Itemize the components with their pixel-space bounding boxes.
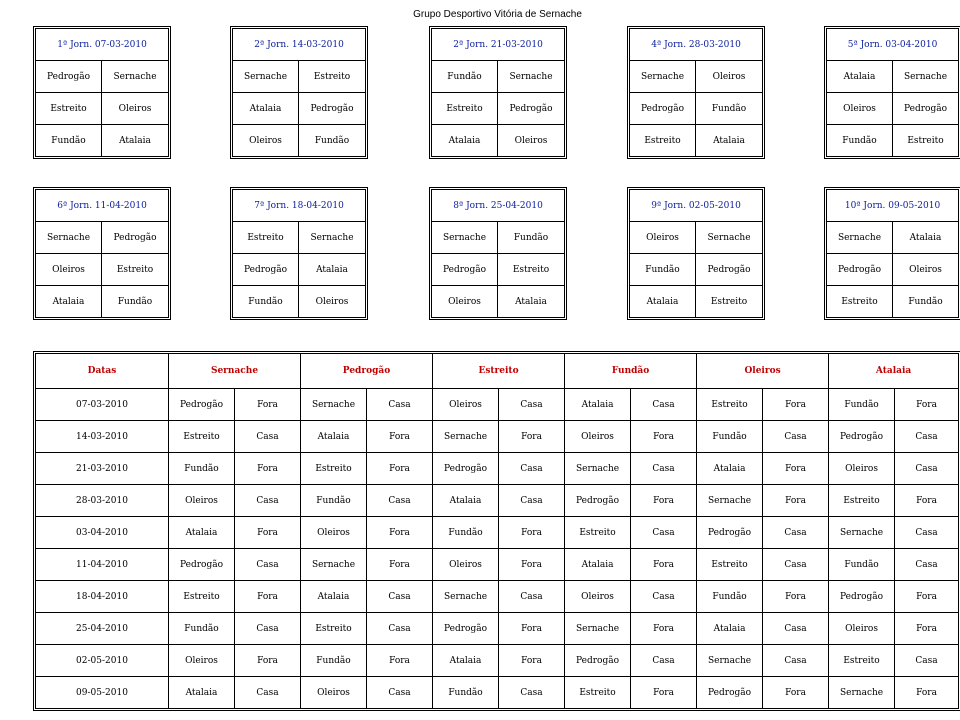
venue-cell: Fora (631, 677, 697, 709)
opponent-cell: Fundão (301, 485, 367, 517)
opponent-cell: Pedrogão (697, 517, 763, 549)
opponent-cell: Pedrogão (433, 613, 499, 645)
jornada-table (826, 28, 959, 157)
schedule-header-row (36, 354, 959, 389)
opponent-cell: Atalaia (169, 677, 235, 709)
venue-cell: Casa (763, 613, 829, 645)
venue-cell: Fora (499, 517, 565, 549)
header-team: Oleiros (697, 354, 829, 389)
venue-cell: Casa (367, 613, 433, 645)
opponent-cell: Pedrogão (169, 389, 235, 421)
opponent-cell: Atalaia (697, 453, 763, 485)
jornada-table (431, 28, 565, 157)
opponent-cell: Fundão (829, 549, 895, 581)
table-row (36, 613, 959, 645)
opponent-cell: Pedrogão (565, 485, 631, 517)
venue-cell: Fora (235, 517, 301, 549)
opponent-cell: Oleiros (301, 677, 367, 709)
away-team: Estreito (102, 254, 169, 286)
home-team: Fundão (630, 254, 696, 286)
table-row (36, 677, 959, 709)
opponent-cell: Estreito (301, 453, 367, 485)
away-team: Fundão (498, 222, 565, 254)
opponent-cell: Sernache (301, 389, 367, 421)
opponent-cell: Fundão (301, 645, 367, 677)
away-team: Sernache (893, 61, 959, 93)
home-team: Atalaia (827, 61, 893, 93)
venue-cell: Casa (235, 421, 301, 453)
table-row (36, 517, 959, 549)
away-team: Oleiros (299, 286, 366, 318)
jornada-table (232, 28, 366, 157)
jornada-header: 6ª Jorn. 11-04-2010 (36, 190, 169, 222)
venue-cell: Fora (367, 645, 433, 677)
opponent-cell: Atalaia (433, 645, 499, 677)
schedule-table (35, 353, 959, 709)
away-team: Estreito (893, 125, 959, 157)
opponent-cell: Estreito (169, 421, 235, 453)
opponent-cell: Estreito (829, 645, 895, 677)
venue-cell: Casa (895, 517, 959, 549)
venue-cell: Casa (235, 549, 301, 581)
venue-cell: Casa (763, 421, 829, 453)
away-team: Oleiros (893, 254, 959, 286)
opponent-cell: Sernache (829, 677, 895, 709)
opponent-cell: Sernache (697, 485, 763, 517)
jornada-table (629, 28, 763, 157)
venue-cell: Fora (235, 645, 301, 677)
venue-cell: Casa (235, 677, 301, 709)
jornada-table (629, 189, 763, 318)
venue-cell: Fora (631, 485, 697, 517)
opponent-cell: Oleiros (169, 645, 235, 677)
header-team: Pedrogão (301, 354, 433, 389)
venue-cell: Fora (367, 517, 433, 549)
venue-cell: Casa (631, 581, 697, 613)
venue-cell: Fora (763, 485, 829, 517)
opponent-cell: Oleiros (433, 549, 499, 581)
home-team: Atalaia (233, 93, 299, 125)
opponent-cell: Estreito (301, 613, 367, 645)
away-team: Sernache (102, 61, 169, 93)
opponent-cell: Estreito (565, 677, 631, 709)
venue-cell: Casa (895, 453, 959, 485)
opponent-cell: Atalaia (301, 421, 367, 453)
venue-cell: Fora (895, 485, 959, 517)
home-team: Pedrogão (432, 254, 498, 286)
home-team: Estreito (630, 125, 696, 157)
away-team: Atalaia (102, 125, 169, 157)
opponent-cell: Fundão (169, 613, 235, 645)
opponent-cell: Sernache (697, 645, 763, 677)
home-team: Estreito (233, 222, 299, 254)
date-cell: 09-05-2010 (36, 677, 169, 709)
table-row (36, 421, 959, 453)
venue-cell: Casa (499, 453, 565, 485)
away-team: Sernache (299, 222, 366, 254)
home-team: Sernache (233, 61, 299, 93)
away-team: Pedrogão (102, 222, 169, 254)
home-team: Atalaia (630, 286, 696, 318)
table-row (36, 389, 959, 421)
away-team: Oleiros (696, 61, 763, 93)
venue-cell: Fora (367, 549, 433, 581)
opponent-cell: Estreito (565, 517, 631, 549)
opponent-cell: Atalaia (565, 389, 631, 421)
home-team: Estreito (36, 93, 102, 125)
opponent-cell: Atalaia (565, 549, 631, 581)
jornada-header: 2ª Jorn. 14-03-2010 (233, 29, 366, 61)
opponent-cell: Sernache (433, 581, 499, 613)
opponent-cell: Fundão (829, 389, 895, 421)
venue-cell: Fora (367, 421, 433, 453)
jornada-table (826, 189, 959, 318)
venue-cell: Fora (763, 453, 829, 485)
venue-cell: Casa (631, 645, 697, 677)
away-team: Pedrogão (299, 93, 366, 125)
jornada-table (35, 28, 169, 157)
page-title: Grupo Desportivo Vitória de Sernache (413, 9, 582, 20)
opponent-cell: Atalaia (169, 517, 235, 549)
opponent-cell: Fundão (697, 581, 763, 613)
opponent-cell: Fundão (697, 421, 763, 453)
table-row (36, 581, 959, 613)
jornada-header: 7ª Jorn. 18-04-2010 (233, 190, 366, 222)
venue-cell: Casa (367, 389, 433, 421)
venue-cell: Casa (895, 645, 959, 677)
opponent-cell: Pedrogão (829, 581, 895, 613)
venue-cell: Casa (631, 453, 697, 485)
venue-cell: Fora (763, 677, 829, 709)
opponent-cell: Sernache (565, 613, 631, 645)
jornada-header: 10ª Jorn. 09-05-2010 (827, 190, 959, 222)
opponent-cell: Pedrogão (829, 421, 895, 453)
venue-cell: Fora (499, 613, 565, 645)
venue-cell: Casa (499, 677, 565, 709)
home-team: Fundão (233, 286, 299, 318)
away-team: Atalaia (696, 125, 763, 157)
opponent-cell: Oleiros (433, 389, 499, 421)
home-team: Sernache (432, 222, 498, 254)
date-cell: 28-03-2010 (36, 485, 169, 517)
venue-cell: Casa (763, 549, 829, 581)
opponent-cell: Oleiros (829, 613, 895, 645)
venue-cell: Casa (499, 581, 565, 613)
opponent-cell: Pedrogão (169, 549, 235, 581)
opponent-cell: Estreito (697, 389, 763, 421)
venue-cell: Fora (895, 613, 959, 645)
away-team: Atalaia (299, 254, 366, 286)
table-row (36, 645, 959, 677)
away-team: Atalaia (498, 286, 565, 318)
date-cell: 18-04-2010 (36, 581, 169, 613)
venue-cell: Casa (499, 389, 565, 421)
away-team: Pedrogão (498, 93, 565, 125)
home-team: Sernache (630, 61, 696, 93)
jornada-table (35, 189, 169, 318)
date-cell: 07-03-2010 (36, 389, 169, 421)
date-cell: 14-03-2010 (36, 421, 169, 453)
jornada-header: 9ª Jorn. 02-05-2010 (630, 190, 763, 222)
venue-cell: Casa (763, 645, 829, 677)
venue-cell: Fora (235, 389, 301, 421)
home-team: Oleiros (36, 254, 102, 286)
venue-cell: Fora (763, 389, 829, 421)
away-team: Fundão (102, 286, 169, 318)
opponent-cell: Estreito (829, 485, 895, 517)
opponent-cell: Fundão (433, 517, 499, 549)
away-team: Oleiros (102, 93, 169, 125)
opponent-cell: Oleiros (301, 517, 367, 549)
venue-cell: Fora (631, 421, 697, 453)
venue-cell: Fora (499, 645, 565, 677)
home-team: Pedrogão (630, 93, 696, 125)
venue-cell: Fora (499, 421, 565, 453)
opponent-cell: Sernache (301, 549, 367, 581)
opponent-cell: Pedrogão (433, 453, 499, 485)
opponent-cell: Oleiros (565, 581, 631, 613)
home-team: Pedrogão (36, 61, 102, 93)
home-team: Estreito (827, 286, 893, 318)
header-datas: Datas (36, 354, 169, 389)
jornada-header: 8ª Jorn. 25-04-2010 (432, 190, 565, 222)
opponent-cell: Oleiros (829, 453, 895, 485)
date-cell: 03-04-2010 (36, 517, 169, 549)
away-team: Estreito (696, 286, 763, 318)
away-team: Oleiros (498, 125, 565, 157)
venue-cell: Casa (763, 517, 829, 549)
venue-cell: Casa (631, 389, 697, 421)
jornada-header: 5ª Jorn. 03-04-2010 (827, 29, 959, 61)
away-team: Fundão (696, 93, 763, 125)
home-team: Atalaia (432, 125, 498, 157)
home-team: Fundão (827, 125, 893, 157)
opponent-cell: Fundão (433, 677, 499, 709)
opponent-cell: Atalaia (301, 581, 367, 613)
header-team: Atalaia (829, 354, 959, 389)
venue-cell: Fora (499, 549, 565, 581)
venue-cell: Casa (235, 485, 301, 517)
opponent-cell: Sernache (433, 421, 499, 453)
date-cell: 02-05-2010 (36, 645, 169, 677)
home-team: Oleiros (630, 222, 696, 254)
venue-cell: Casa (367, 677, 433, 709)
away-team: Atalaia (893, 222, 959, 254)
home-team: Estreito (432, 93, 498, 125)
opponent-cell: Pedrogão (697, 677, 763, 709)
opponent-cell: Estreito (169, 581, 235, 613)
opponent-cell: Oleiros (565, 421, 631, 453)
venue-cell: Fora (763, 581, 829, 613)
header-team: Estreito (433, 354, 565, 389)
table-row (36, 453, 959, 485)
header-team: Sernache (169, 354, 301, 389)
home-team: Sernache (36, 222, 102, 254)
away-team: Pedrogão (893, 93, 959, 125)
date-cell: 11-04-2010 (36, 549, 169, 581)
date-cell: 25-04-2010 (36, 613, 169, 645)
home-team: Fundão (36, 125, 102, 157)
venue-cell: Casa (367, 581, 433, 613)
jornada-header: 4ª Jorn. 28-03-2010 (630, 29, 763, 61)
venue-cell: Fora (895, 581, 959, 613)
venue-cell: Fora (235, 453, 301, 485)
jornada-header: 1ª Jorn. 07-03-2010 (36, 29, 169, 61)
venue-cell: Casa (367, 485, 433, 517)
home-team: Atalaia (36, 286, 102, 318)
away-team: Fundão (299, 125, 366, 157)
opponent-cell: Sernache (829, 517, 895, 549)
opponent-cell: Estreito (697, 549, 763, 581)
away-team: Sernache (696, 222, 763, 254)
jornada-header: 2ª Jorn. 21-03-2010 (432, 29, 565, 61)
venue-cell: Casa (895, 549, 959, 581)
home-team: Fundão (432, 61, 498, 93)
venue-cell: Fora (631, 549, 697, 581)
home-team: Sernache (827, 222, 893, 254)
venue-cell: Casa (235, 613, 301, 645)
home-team: Pedrogão (827, 254, 893, 286)
jornada-table (431, 189, 565, 318)
home-team: Oleiros (827, 93, 893, 125)
away-team: Fundão (893, 286, 959, 318)
header-team: Fundão (565, 354, 697, 389)
opponent-cell: Atalaia (697, 613, 763, 645)
home-team: Pedrogão (233, 254, 299, 286)
venue-cell: Fora (235, 581, 301, 613)
table-row (36, 485, 959, 517)
opponent-cell: Sernache (565, 453, 631, 485)
venue-cell: Fora (367, 453, 433, 485)
opponent-cell: Atalaia (433, 485, 499, 517)
away-team: Estreito (498, 254, 565, 286)
jornada-table (232, 189, 366, 318)
venue-cell: Casa (631, 517, 697, 549)
opponent-cell: Pedrogão (565, 645, 631, 677)
venue-cell: Casa (895, 421, 959, 453)
opponent-cell: Fundão (169, 453, 235, 485)
venue-cell: Fora (895, 677, 959, 709)
home-team: Oleiros (233, 125, 299, 157)
table-row (36, 549, 959, 581)
opponent-cell: Oleiros (169, 485, 235, 517)
away-team: Estreito (299, 61, 366, 93)
date-cell: 21-03-2010 (36, 453, 169, 485)
away-team: Pedrogão (696, 254, 763, 286)
away-team: Sernache (498, 61, 565, 93)
venue-cell: Casa (499, 485, 565, 517)
venue-cell: Fora (631, 613, 697, 645)
venue-cell: Fora (895, 389, 959, 421)
home-team: Oleiros (432, 286, 498, 318)
